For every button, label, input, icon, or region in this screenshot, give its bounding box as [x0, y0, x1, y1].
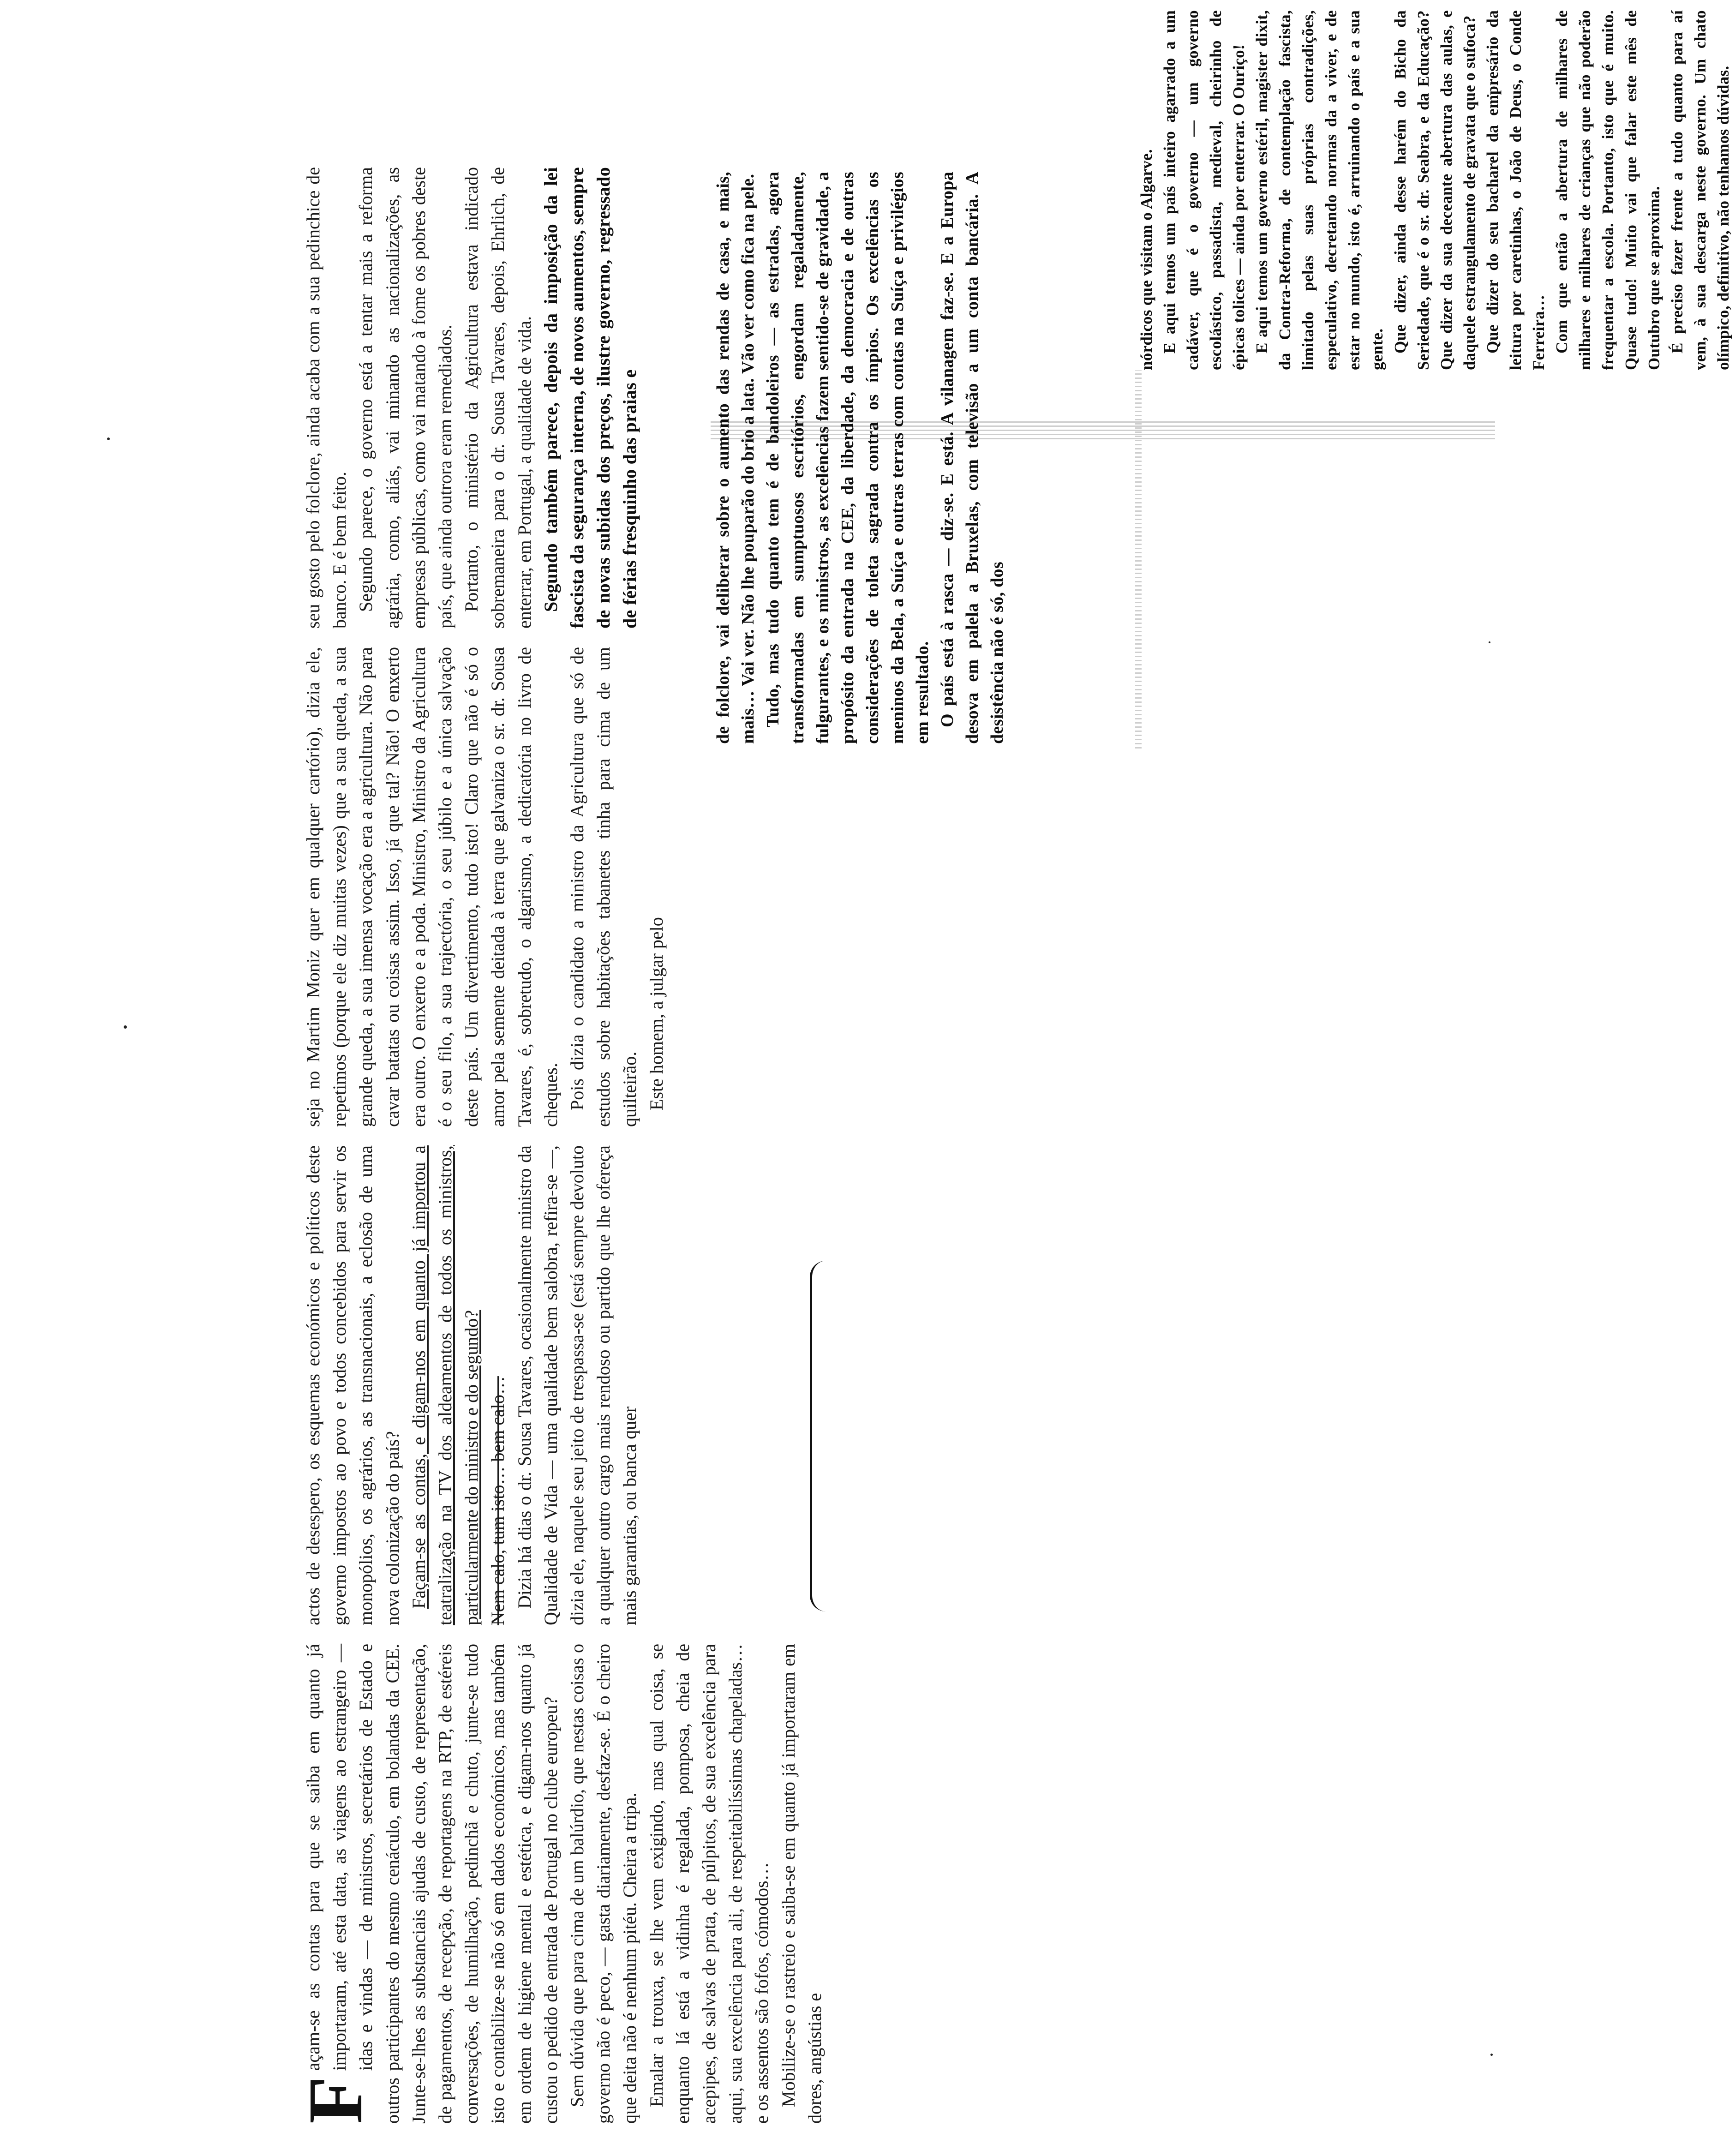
paragraph: açam-se as contas para que se saiba em quanto já importaram, até esta data, as viagens ao estrangeiro — idas e vindas — de ministros, secretários de Estado e outros participantes do mesmo cenáculo, em bolandas da CEE. Junte-se-lhes as substanciais ajudas de custo, de representação, de pagamentos, de recepção, de reportagens na RTP, de estéreis conversações, de humilhação, pedinchã e chuto, junte-se tudo isto e contabilize-se não só em dados económicos, mas também em ordem de higiene mental e estética, e digam-nos quanto já custou o pedido de entrada de Portugal no clube europeu?	[303, 1644, 561, 2124]
paragraph: seu gosto pelo folclore, ainda acaba com a sua pedinchice de banco. E é bem feito.	[303, 167, 350, 629]
paragraph: E aqui temos um país inteiro agarrado a um cadáver, que é o governo — um governo escolástico, passadista, medieval, cheirinho de épicas tolices — ainda por enterrar. O Ouriço!	[1161, 10, 1248, 370]
paragraph: Mobilize-se o rastreio e saiba-se em quanto já importaram em dores, angústias e	[778, 1644, 825, 2124]
paragraph: É preciso fazer frente a tudo quanto para aí vem, à sua descarga neste governo. Um chato olímpico, definitivo, não tenhamos dúvidas.	[1668, 10, 1732, 370]
paragraph: Sem dúvida que para cima de um balúrdio, que nestas coisas o governo não é peco, — gasta diariamente, desfaz-se. É o cheiro que deita não é nenhum pitéu. Cheira a tripa.	[567, 1644, 640, 2124]
article-column-5	[711, 172, 1172, 744]
paragraph: Emalar a trouxa, se lhe vem exigindo, mas qual coisa, se enquanto lá está a vidinha é regalada, pomposa, cheia de acepipes, de salvas de prata, de púlpitos, de sua excelência para aqui, sua excelência para ali, de respeitabilíssimas chapeladas… e os assentos são fofos, cómodos…	[646, 1644, 772, 2124]
article-column-6	[1135, 10, 1732, 370]
paragraph: Tudo, mas tudo quanto tem é de bandoleiros — as estradas, agora transformadas em sumptuosos escritórios, engordam regaladamente, fulgurantes, e os ministros, as excelências fazem sentido-se de gravidade, a propósito da entrada na CEE, da liberdade, da democracia e de outras considerações de toleta sagrada contra os ímpios. Os excelências os meninos da Bela, a Suíça e outras terras com contas na Suíça e privilégios em resultado.	[763, 172, 932, 744]
underlined-paragraph: Façam-se as contas, e digam-nos em quanto já importou a teatralização na TV dos aldeamentos de todos os ministros, particularmente do ministro e do segundo?	[408, 1145, 482, 1625]
pen-mark	[810, 1261, 826, 1611]
paragraph: O país está à rasca — diz-se. E está. A vilanagem faz-se. E a Europa desova em palela a Bruxelas, com televisão a um conta bancária. A desistência não é só, dos	[938, 172, 1007, 744]
scan-smudge	[711, 421, 1495, 439]
article-column-2	[300, 1145, 1177, 1625]
paragraph: Segundo parece, o governo está a tentar mais a reforma agrária, como, aliás, vai minando as nacionalizações, as empresas públicas, como vai matando à fome os pobres deste país, que ainda outrora eram remediados.	[355, 167, 456, 629]
paragraph: Portanto, o ministério da Agricultura estava indicado sobremaneira para o dr. Sousa Tavares, depois, Ehrlich, de enterrar, em Portugal, a qualidade de vida.	[461, 167, 535, 629]
scan-smudge	[1135, 370, 1142, 749]
paragraph: Que dizer do seu bacharel da empresário da leitura por caretinhas, o João de Deus, o Conde Ferreira…	[1484, 10, 1548, 370]
paragraph: E aqui temos um governo estéril, magister dixit, da Contra-Reforma, de contemplação fascista, limitado pelas suas próprias contradições, especulativo, decretando normas da a viver, e de estar no mundo, isto é, arruinando o país e a sua gente.	[1253, 10, 1386, 370]
paragraph: seja no Martim Moniz quer em qualquer cartório), dizia ele, repetimos (porque ele diz muitas vezes) que a sua queda, a sua grande queda, a sua imensa vocação era a agricultura. Não para cavar batatas ou coisas assim. Isso, já que tal? Não! O enxerto era outro. O enxerto e a poda. Ministro, Ministro da Agricultura é o seu filo, a sua trajectória, o seu júbilo e a única salvação deste país. Um divertimento, tudo isto! Claro que não é só o amor pela semente deitada à terra que galvaniza o sr. dr. Sousa Tavares, é, sobretudo, o algarismo, a dedicatória no livro de cheques.	[303, 647, 561, 1127]
drop-cap: F	[293, 2076, 378, 2124]
paragraph: de folclore, vai deliberar sobre o aumento das rendas de casa, e mais, mais… Vai ver. Não lhe pouparão do brio a lata. Vão ver como fica na pele.	[713, 172, 758, 744]
paragraph: Este homem, a julgar pelo	[646, 917, 667, 1110]
paragraph: Que dizer, ainda desse harém do Bicho da Seriedade, que é o sr. dr. Seabra, e da Educação? Que dizer da sua deceante abertura das aulas, e daquele estrangulamento de gravata que o sufoca?	[1391, 10, 1478, 370]
paragraph: nórdicos que visitam o Algarve.	[1137, 149, 1155, 370]
handwritten-annotation: Nem calo, tum isto… bem calo…	[487, 1376, 509, 1625]
paragraph: Dizia há dias o dr. Sousa Tavares, ocasionalmente ministro da Qualidade de Vida — uma qualidade bem salobra, refira-se —, dizia ele, naquele seu jeito de trespassa-se (está sempre devoluto a qualquer outro cargo mais rendoso ou partido que lhe ofereça mais garantias, ou banca quer	[514, 1145, 640, 1625]
paragraph: Com que então a abertura de milhares de milhares e milhares de crianças que não poderão frequentar a escola. Portanto, isto que é muito. Quase tudo! Muito vai que falar este mês de Outubro que se aproxima.	[1553, 10, 1663, 370]
article-column-1	[293, 1644, 1177, 2124]
paragraph: Segundo também parece, depois da imposição da lei fascista da segurança interna, de novos aumentos, sempre de novas subidas dos preços, ilustre governo, regressado de férias fresquinho das praias e	[540, 167, 640, 629]
paragraph: actos de desespero, os esquemas económicos e políticos deste governo impostos ao povo e todos concebidos para servir os monopólios, os agrários, as transnacionais, a eclosão de uma nova colonização do país?	[303, 1145, 403, 1625]
paragraph: Pois dizia o candidato a ministro da Agricultura que só de estudos sobre habitações tabanetes tinha para cima de um quilteirão.	[567, 647, 640, 1127]
